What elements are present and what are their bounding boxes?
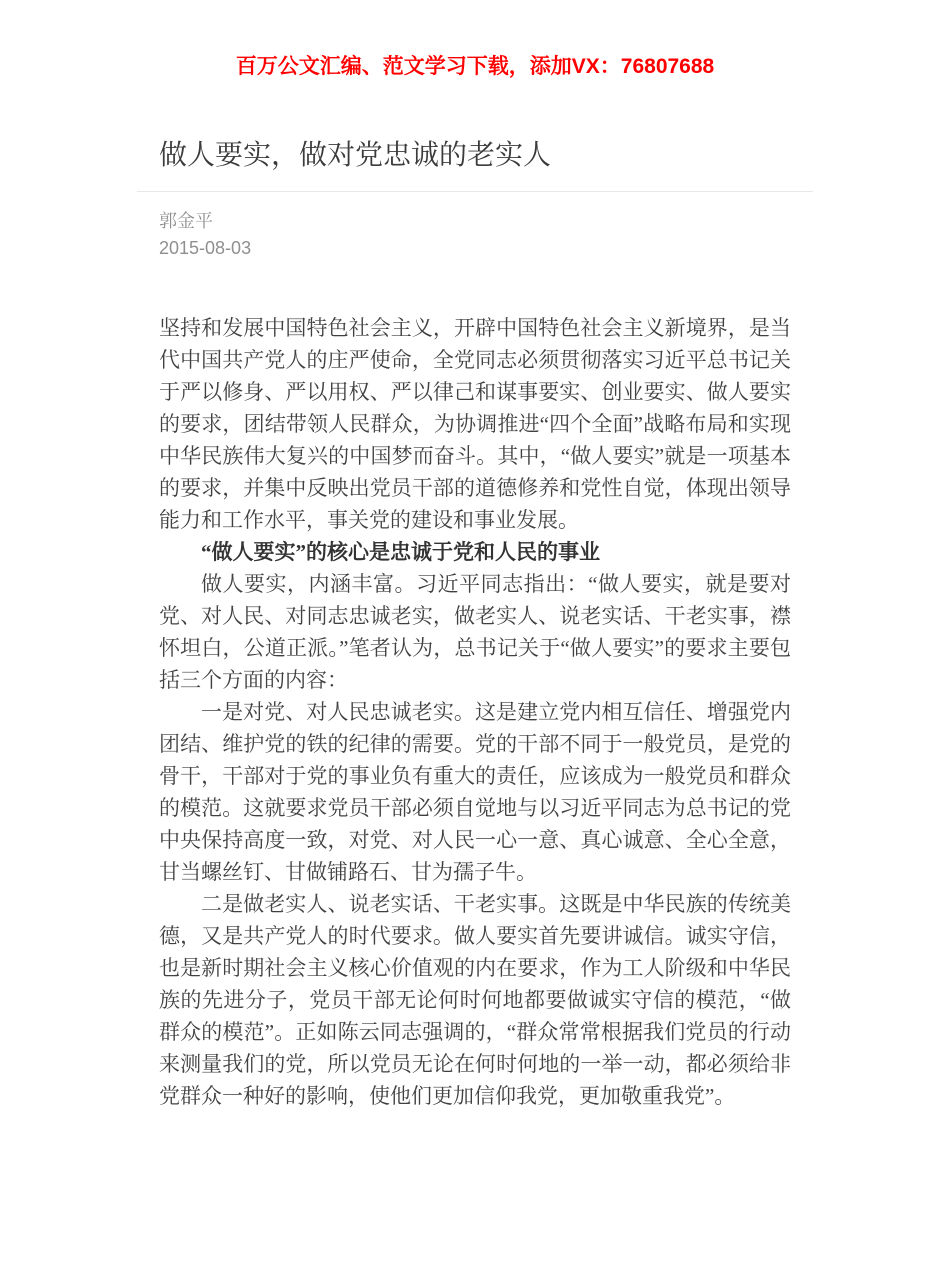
article-body bbox=[137, 312, 813, 1112]
promo-banner-text: 百万公文汇编、范文学习下载，添加VX：76807688 bbox=[235, 55, 715, 78]
publish-date: 2015-08-03 bbox=[159, 237, 252, 258]
article bbox=[137, 138, 813, 1112]
page-title: 做人要实，做对党忠诚的老实人 bbox=[159, 139, 552, 170]
section-heading: “做人要实”的核心是忠诚于党和人民的事业 bbox=[201, 539, 600, 564]
author-name: 郭金平 bbox=[159, 210, 213, 231]
title-divider bbox=[137, 191, 813, 192]
paragraph: 一是对党、对人民忠诚老实。这是建立党内相互信任、增强党内团结、维护党的铁的纪律的需要。党的干部不同于一般党员，是党的骨干，干部对于党的事业负有重大的责任，应该成为一般党员和群众的模范。这就要求党员干部必须自觉地与以习近平同志为总书记的党中央保持高度一致，对党、对人民一心一意、真心诚意、全心全意，甘当螺丝钉、甘做铺路石、甘为孺子牛。 bbox=[159, 699, 791, 884]
paragraph: 坚持和发展中国特色社会主义，开辟中国特色社会主义新境界，是当代中国共产党人的庄严使命，全党同志必须贯彻落实习近平总书记关于严以修身、严以用权、严以律己和谋事要实、创业要实、做人要实的要求，团结带领人民群众，为协调推进“四个全面”战略布局和实现中华民族伟大复兴的中国梦而奋斗。其中，“做人要实”就是一项基本的要求，并集中反映出党员干部的道德修养和党性自觉，体现出领导能力和工作水平，事关党的建设和事业发展。 bbox=[159, 315, 791, 532]
paragraph: 二是做老实人、说老实话、干老实事。这既是中华民族的传统美德，又是共产党人的时代要求。做人要实首先要讲诚信。诚实守信，也是新时期社会主义核心价值观的内在要求，作为工人阶级和中华民族的先进分子，党员干部无论何时何地都要做诚实守信的模范，“做群众的模范”。正如陈云同志强调的，“群众常常根据我们党员的行动来测量我们的党，所以党员无论在何时何地的一举一动，都必须给非党群众一种好的影响，使他们更加信仰我党，更加敬重我党”。 bbox=[159, 891, 791, 1108]
paragraph: 做人要实，内涵丰富。习近平同志指出：“做人要实，就是要对党、对人民、对同志忠诚老实，做老实人、说老实话、干老实事，襟怀坦白，公道正派。”笔者认为，总书记关于“做人要实”的要求主要包括三个方面的内容： bbox=[159, 571, 791, 692]
article-meta bbox=[137, 208, 813, 262]
